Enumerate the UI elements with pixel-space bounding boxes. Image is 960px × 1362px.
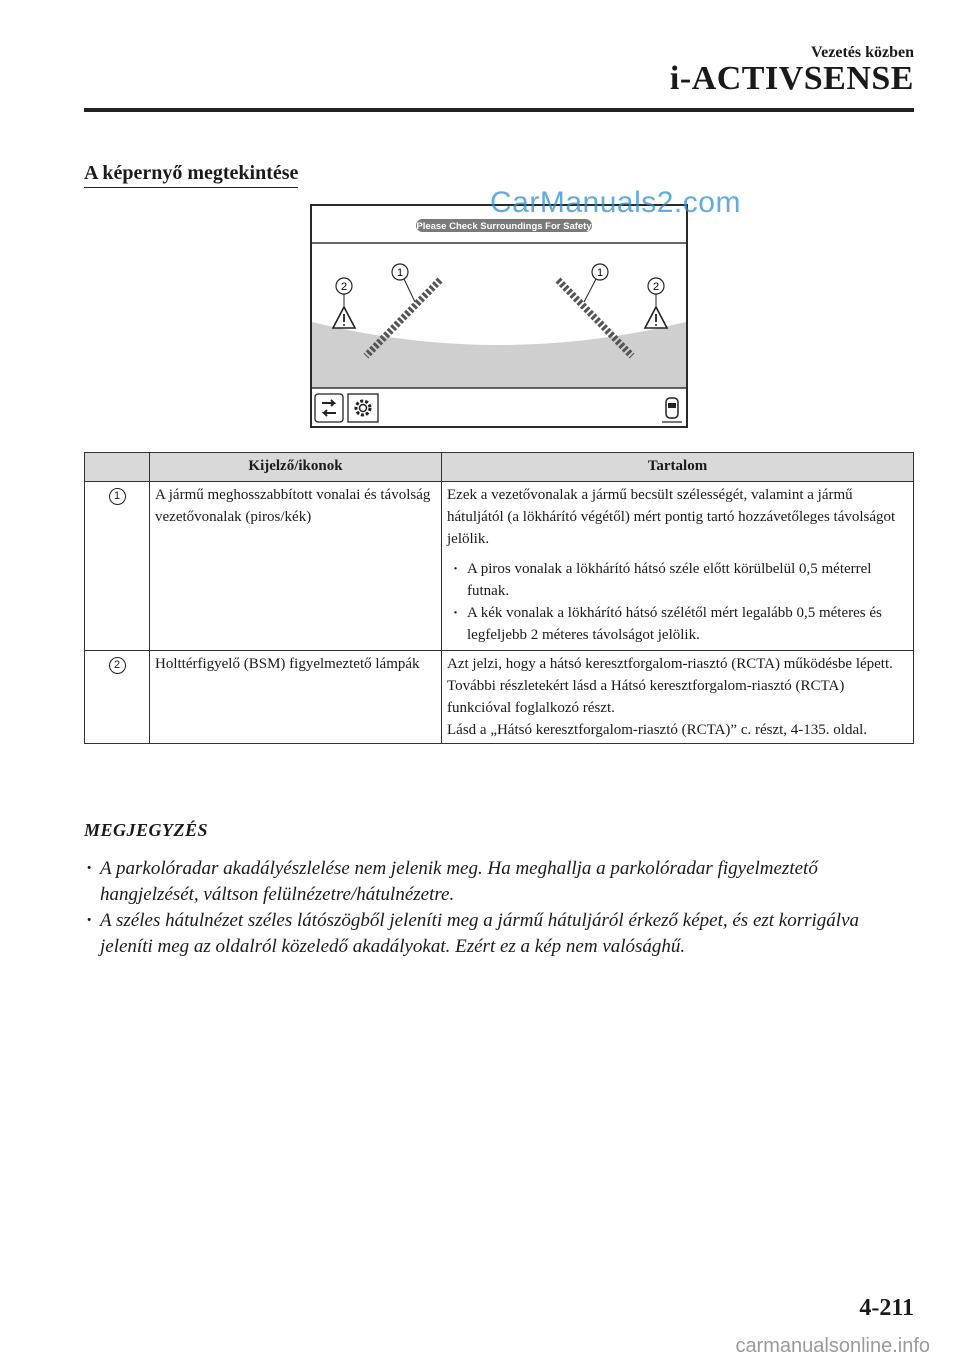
table-row xyxy=(85,482,914,651)
safety-banner xyxy=(416,219,592,232)
row-bullet-list xyxy=(447,558,908,646)
table-header-number xyxy=(85,453,150,482)
row-content-text: Ezek a vezetővonalak a jármű becsült szélességét, valamint a jármű hátuljától (a lökhárító végétől) mért pontig tartó hozzávetőleges távolságot jelölik. xyxy=(447,487,896,547)
site-watermark: CarManuals2.com xyxy=(490,186,741,219)
svg-text:2: 2 xyxy=(652,281,660,293)
row-content-cell xyxy=(442,651,914,744)
settings-gear-icon[interactable] xyxy=(348,394,378,422)
table-row xyxy=(85,651,914,744)
safety-banner-text: Please Check Surroundings For Safety xyxy=(416,221,592,232)
display-icons-table xyxy=(84,452,914,744)
camera-view-graphic xyxy=(312,206,686,426)
row-content-line: Lásd a „Hátsó keresztforgalom-riasztó (RCTA)” c. részt, 4-135. oldal. xyxy=(447,722,868,738)
list-item: · A piros vonalak a lökhárító hátsó széle előtt körülbelül 0,5 méterrel futnak. xyxy=(447,558,908,602)
camera-screen-illustration xyxy=(310,204,688,428)
note-list xyxy=(84,856,914,960)
callout-2-left xyxy=(336,278,352,306)
note-item: · A széles hátulnézet széles látószögből jeleníti meg a jármű hátuljáról érkező képet, és ezt korrigálva jeleníti meg az oldalról közeledő akadályokat. Ezért ez a kép nem valósághű. xyxy=(84,908,914,960)
callout-1-right xyxy=(584,264,608,302)
view-switch-button[interactable] xyxy=(315,394,343,422)
row-content-line: Azt jelzi, hogy a hátsó keresztforgalom-riasztó (RCTA) működésbe lépett. xyxy=(447,656,893,672)
note-item: · A parkolóradar akadályészlelése nem jelenik meg. Ha meghallja a parkolóradar figyelmeztető hangjelzését, váltson felülnézetre/hátulnézetre. xyxy=(84,856,914,908)
parking-sensor-car-icon xyxy=(662,398,682,422)
svg-text:1: 1 xyxy=(396,267,404,279)
row-number-badge: 1 xyxy=(109,488,126,505)
bsm-warning-icon-left xyxy=(333,307,355,328)
callout-1-left xyxy=(392,264,415,302)
row-content-line: További részletekért lásd a Hátsó keresztforgalom-riasztó (RCTA) funkcióval foglalkozó részt. xyxy=(447,678,845,716)
row-icon-description: A jármű meghosszabbított vonalai és távolság vezetővonalak (piros/kék) xyxy=(150,482,442,651)
svg-text:1: 1 xyxy=(596,267,604,279)
table-header-content: Tartalom xyxy=(442,453,914,482)
table-header-icons: Kijelző/ikonok xyxy=(150,453,442,482)
row-number-badge: 2 xyxy=(109,657,126,674)
footer-watermark: carmanualsonline.info xyxy=(735,1335,930,1357)
table-header-row xyxy=(85,453,914,482)
chapter-subtitle: Vezetés közben xyxy=(811,44,914,61)
header-divider xyxy=(84,108,914,112)
list-item: · A kék vonalak a lökhárító hátsó szélétől mért legalább 0,5 méteres és legfeljebb 2 méteres távolságot jelölik. xyxy=(447,602,908,646)
section-title: A képernyő megtekintése xyxy=(84,161,298,188)
row-number-cell xyxy=(85,482,150,651)
callout-2-right xyxy=(648,278,664,306)
note-title: MEGJEGYZÉS xyxy=(84,820,209,840)
page-number: 4-211 xyxy=(859,1295,914,1321)
bsm-warning-icon-right xyxy=(645,307,667,328)
svg-text:2: 2 xyxy=(340,281,348,293)
chapter-title: i-ACTIVSENSE xyxy=(669,60,914,97)
row-content-cell xyxy=(442,482,914,651)
row-icon-description: Holttérfigyelő (BSM) figyelmeztető lámpák xyxy=(150,651,442,744)
row-number-cell xyxy=(85,651,150,744)
rear-ground-area xyxy=(312,322,686,388)
